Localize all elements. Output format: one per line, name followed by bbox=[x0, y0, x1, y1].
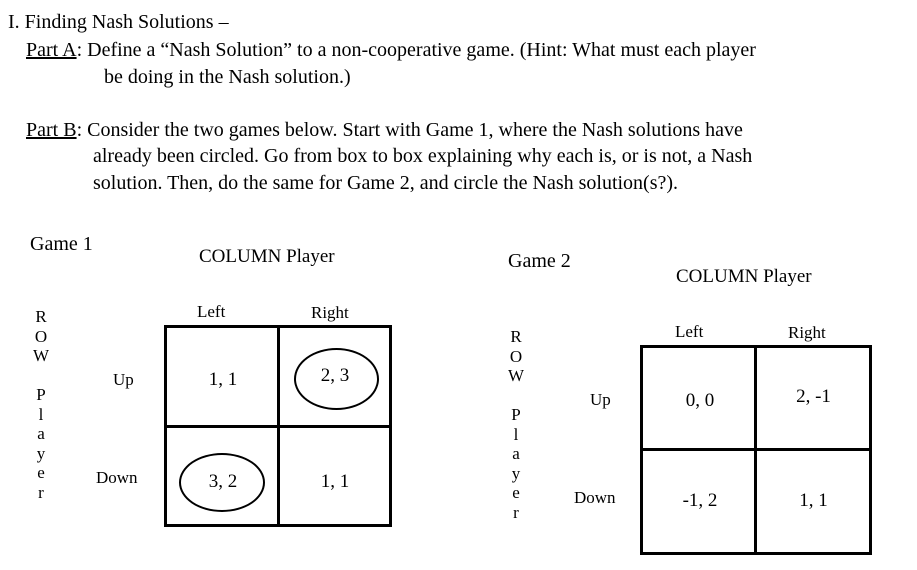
part-b-label: Part B bbox=[26, 119, 77, 141]
game2-column-player-label: COLUMN Player bbox=[676, 266, 812, 287]
part-a-line1 bbox=[26, 37, 756, 63]
game1-title: Game 1 bbox=[30, 233, 93, 255]
game1-col-left-label: Left bbox=[197, 302, 226, 321]
game2-grid-hline bbox=[643, 448, 869, 451]
part-b-line2: already been circled. Go from box to box explaining why each is, or is not, a Nash bbox=[93, 145, 753, 167]
part-b-line1 bbox=[26, 117, 743, 143]
game1-column-player-label: COLUMN Player bbox=[199, 246, 335, 267]
game1-cell-down-right: 1, 1 bbox=[320, 471, 350, 492]
game2-col-right-label: Right bbox=[788, 323, 826, 342]
game1-cell-down-left: 3, 2 bbox=[208, 471, 238, 492]
game2-row-up-label: Up bbox=[590, 390, 611, 409]
game1-payoff-matrix bbox=[164, 325, 392, 527]
game2-cell-up-right: 2, -1 bbox=[796, 386, 831, 407]
part-a-label: Part A bbox=[26, 39, 77, 61]
game1-row-down-label: Down bbox=[96, 468, 138, 487]
part-b-text: : Consider the two games below. Start with Game 1, where the Nash solutions have bbox=[76, 119, 743, 141]
game2-cell-down-right: 1, 1 bbox=[799, 490, 828, 511]
part-b-line3: solution. Then, do the same for Game 2, and circle the Nash solution(s?). bbox=[93, 172, 679, 194]
game2-cell-down-left: -1, 2 bbox=[682, 490, 718, 511]
page-heading: I. Finding Nash Solutions – bbox=[8, 11, 229, 33]
part-a-line2: be doing in the Nash solution.) bbox=[104, 66, 351, 88]
game2-row-player-label: R O W P l a y e r bbox=[507, 327, 525, 522]
game2-row-down-label: Down bbox=[574, 488, 616, 507]
game2-col-left-label: Left bbox=[675, 322, 704, 341]
game1-row-player-label: R O W P l a y e r bbox=[32, 307, 50, 502]
game1-grid-hline bbox=[167, 425, 389, 428]
game1-row-up-label: Up bbox=[113, 370, 134, 389]
game2-title: Game 2 bbox=[508, 250, 571, 272]
part-a-text: : Define a “Nash Solution” to a non-cooperative game. (Hint: What must each player bbox=[76, 39, 756, 61]
game1-cell-up-right: 2, 3 bbox=[320, 365, 350, 386]
game1-col-right-label: Right bbox=[311, 303, 349, 322]
game2-cell-up-left: 0, 0 bbox=[685, 390, 715, 411]
game2-payoff-matrix bbox=[640, 345, 872, 555]
game1-cell-up-left: 1, 1 bbox=[208, 369, 238, 390]
